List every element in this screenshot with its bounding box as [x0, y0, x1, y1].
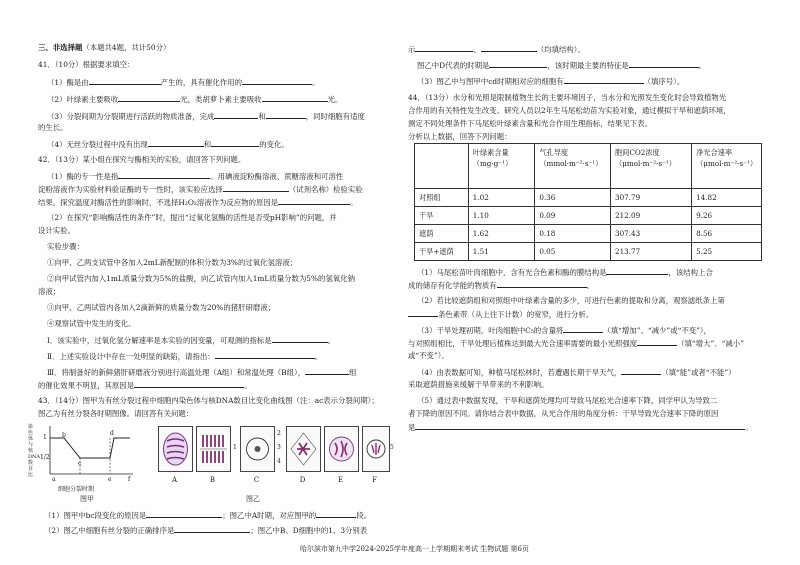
q42-line3: 结果。探究温度对酶活性的影响时，不选择H₂O₂溶液作为反应物的原因是 。: [38, 198, 358, 207]
answer-blank[interactable]: [223, 184, 289, 192]
table-cell: 1.62: [468, 225, 535, 243]
q42-item1: Ⅰ．该实验中，过氧化氢分解速率是本实验的因变量，可观测的指标是 。: [47, 336, 336, 345]
figure-yi-caption: 图乙: [246, 495, 260, 503]
cell-letter-d: D: [299, 476, 306, 484]
q42-line2: 淀粉溶液作为实验材料验证酶的专一性时，该实验应选择 （试剂名称）检验实验: [38, 185, 363, 194]
q44-a2b: 条色素带（从上往下计数）的宽窄，进行分析。: [408, 309, 593, 320]
cell-letter-f: F: [372, 476, 377, 484]
q42-step3: ③向甲、乙两试管内各加入2滴新鲜的质量分数为20%的猪肝研磨液；: [47, 303, 276, 312]
table-cell: 干旱: [415, 207, 469, 225]
q44-a5: （5）通过表中数据发现，干旱和遮荫处理均可导致马尾松光合速率下降，同学甲认为导致二: [417, 396, 718, 405]
table-cell: 0.36: [535, 189, 611, 207]
cell-e: [324, 426, 359, 472]
q44-a2: （2）若比较遮荫组和对照组中叶绿素含量的多少，可进行色素的提取和分离，观察滤纸条上第: [417, 296, 725, 305]
q42-item2: Ⅱ．上述实验设计中存在一处明显的缺陷，请指出： 。: [47, 352, 323, 361]
table-cell: 0.05: [535, 243, 611, 261]
q44-a5c: 是 。: [408, 423, 753, 432]
figure-jia-caption: 图甲: [80, 495, 94, 503]
table-row: [415, 243, 762, 261]
figure-yi: [158, 426, 394, 488]
right-column: [408, 0, 770, 565]
cell-number-4: 4: [277, 458, 281, 465]
cell-number-2: 2: [277, 430, 281, 437]
cell-letter-e: E: [337, 476, 344, 484]
q42-step2: ②向甲试管内加入1mL质量分数为5%的盐酸，向乙试管内加入1mL质量分数为5%的氢氧化钠: [47, 274, 355, 283]
table-cell: 212.09: [611, 207, 692, 225]
q42-steps-title: 实验步骤：: [47, 242, 84, 251]
table-cell: 对照组: [415, 189, 469, 207]
table-cell: 307.43: [611, 225, 692, 243]
q41-line3b: 的生长。: [38, 123, 68, 132]
graph-x-label: 细胞分裂时期: [58, 486, 95, 493]
table-row: [415, 207, 762, 225]
cell-b: [196, 426, 231, 472]
answer-blank[interactable]: [118, 94, 180, 102]
cell-f: [362, 426, 390, 472]
table-cell: 1.10: [468, 207, 535, 225]
graph-point-f: f: [128, 476, 131, 483]
answer-blank[interactable]: [621, 367, 661, 375]
answer-blank[interactable]: [89, 77, 161, 85]
section-note: （本题共4题，共计50分）: [82, 43, 171, 52]
q44-a1b: 成的储存有化学能的物质有 。: [408, 281, 595, 290]
q44-a1: （1）马尾松苗叶肉细胞中，含有光合色素和酶的膜结构是 ，该结构上合: [417, 268, 713, 277]
cell-letter-c: C: [253, 476, 260, 484]
section-heading: [38, 43, 170, 53]
table-cell: 5.25: [692, 243, 762, 261]
answer-blank[interactable]: [606, 267, 668, 275]
q44-a3: （3）干旱处理初期，叶肉细胞中C₅的含量将 （填“增加”、“减少”或“不变”），: [417, 326, 712, 335]
answer-blank[interactable]: [316, 510, 356, 518]
table-row: [415, 225, 762, 243]
q41-line4: （4）无丝分裂过程中没有出现 和 的变化。: [47, 140, 289, 149]
q43-cont2: 图乙中D代表的时期是 ，该时期最主要的特征是 。: [417, 61, 707, 70]
table-cell: 9.26: [692, 207, 762, 225]
q41-head: 41．（10分）根据要求填空：: [38, 60, 135, 69]
table-header-cell: 胞间CO2浓度（μmol·m⁻²·s⁻¹）: [611, 144, 692, 189]
graph-point-c: c: [78, 460, 82, 467]
q44-head2: 合作用的有关特性发生改变。研究人员以2年生马尾松幼苗为实验对象，通过模拟干旱和遮荫环境，: [408, 106, 731, 115]
q41-line1: （1）酶是由 产生的，具有催化作用的 。: [47, 78, 320, 87]
graph-curve: [50, 438, 130, 458]
table-header-cell: 净光合速率（μmol·m⁻²·s⁻¹）: [692, 144, 762, 189]
cell-letter-b: B: [209, 476, 216, 484]
q42-line1: （1）酶的专一性是指 。用碘液淀粉酶溶液、蔗糖溶液和可溶性: [47, 172, 344, 181]
table-cell: 307.79: [611, 189, 692, 207]
left-column: [28, 0, 396, 565]
table-header-cell: 叶绿素含量（mg·g⁻¹）: [468, 144, 535, 189]
answer-blank[interactable]: [148, 139, 204, 147]
answer-blank[interactable]: [305, 367, 349, 375]
q43-head: 43．（14分）图甲为有丝分裂过程中细胞内染色体与核DNA数目比变化曲线图（注：ac表示分裂间期）；: [38, 396, 379, 405]
cell-d: [286, 426, 321, 472]
table-header-cell: [415, 144, 469, 189]
table-cell: 1.02: [468, 189, 535, 207]
table-cell: 0.18: [535, 225, 611, 243]
q44-head: 44．（13分）水分和光照是限制植物生长的主要环境因子，当水分和光照发生变化时会导致植物光: [408, 93, 727, 102]
answer-blank[interactable]: [637, 338, 677, 346]
table-cell: 14.82: [692, 189, 762, 207]
q44-data-table: [414, 143, 762, 261]
answer-blank[interactable]: [118, 171, 210, 179]
answer-blank[interactable]: [489, 60, 547, 68]
answer-blank[interactable]: [278, 197, 350, 205]
answer-blank[interactable]: [497, 280, 587, 288]
table-cell: 8.56: [692, 225, 762, 243]
q43-line2: （2）图乙中细胞有丝分裂的正确排序是 ；图乙中B、D细胞中的1、3分别表: [44, 526, 368, 535]
answer-blank[interactable]: [415, 422, 745, 430]
q43-line1: （1）图甲中bc段变化的原因是 ；图乙中A时期，对应图甲的 段。: [44, 511, 372, 520]
cell-c: [240, 426, 275, 472]
q42-step1: ①向甲、乙两支试管中各加入2mL新配制的体积分数为3%的过氧化氢溶液；: [47, 258, 298, 267]
graph-point-a: a: [52, 476, 56, 483]
cell-number-3: 3: [277, 444, 281, 451]
answer-blank[interactable]: [272, 335, 328, 343]
answer-blank[interactable]: [415, 44, 473, 52]
graph-point-e: e: [108, 476, 112, 483]
q44-a5b: 者下降的原因不同。请你结合表中数据，从光合作用的角度分析：干旱导致光合速率下降的原因: [408, 409, 719, 418]
answer-blank[interactable]: [214, 111, 258, 119]
q42-line4: （2）在探究“影响酶活性的条件”时，提出“过氧化氢酶的活性是否受pH影响”的问题，并: [47, 213, 337, 222]
q44-a3c: 或“不变”）。: [408, 351, 449, 360]
answer-blank[interactable]: [174, 525, 250, 533]
answer-blank[interactable]: [215, 351, 315, 359]
table-cell: 0.09: [535, 207, 611, 225]
q42-step2b: 溶液；: [38, 287, 61, 296]
q44-head3: 测定不同处理条件下马尾松叶绿素含量和光合作用生理指标，结果见下表。: [408, 119, 652, 128]
q44-a3b: 与对照组相比，干旱处理后植株达到最大光合速率需要的最小光照强度 （填“增大”、“减小”: [408, 339, 744, 348]
q43-cont3: （3）图乙中与图甲中cd时期相对应的细胞有 （填序号）。: [417, 77, 685, 86]
q42-step4: ④观察试管中发生的变化。: [47, 319, 136, 328]
q42-item3b: 的催化效果不明显，其原因是 。: [38, 381, 252, 390]
answer-blank[interactable]: [211, 139, 259, 147]
q44-a4b: 采取遮荫措施来缓解干旱带来的不利影响。: [408, 380, 549, 389]
graph-y-label: 染色体与核DNA数目比: [28, 424, 40, 478]
table-cell: 213.77: [611, 243, 692, 261]
answer-blank[interactable]: [481, 44, 537, 52]
q42-head: 42．（13分）某小组在探究与酶相关的实验，请回答下列问题。: [38, 155, 246, 164]
figure-jia-graph: [38, 422, 138, 482]
answer-blank[interactable]: [262, 94, 328, 102]
table-header-cell: 气孔导度（mmol·m⁻²·s⁻¹）: [535, 144, 611, 189]
q42-item3: Ⅲ．将制备好的新鲜猪肝研磨液分别进行高温处理（A组）和常温处理（B组）， 组: [47, 368, 357, 377]
answer-blank[interactable]: [408, 309, 438, 317]
table-cell: 干旱+遮荫: [415, 243, 469, 261]
graph-tick-half: 1/2: [40, 454, 50, 461]
cell-number-1: 1: [233, 444, 237, 451]
q43-cont1: 示 、 （均填结构）。: [408, 45, 585, 54]
graph-point-b: b: [62, 432, 66, 439]
q41-line2: （2）叶绿素主要吸收 光，类胡萝卜素主要吸收 光。: [47, 95, 343, 104]
table-header-row: [415, 144, 762, 189]
q44-head4: 分析以上数据，回答下列问题：: [408, 132, 512, 141]
answer-blank[interactable]: [134, 380, 244, 388]
graph-tick-1: 1: [43, 434, 47, 441]
table-cell: 1.51: [468, 243, 535, 261]
q43-head2: 图乙为有丝分裂各时期图像。请回答有关问题：: [38, 409, 194, 418]
q42-line5: 设计实验。: [38, 226, 75, 235]
answer-blank[interactable]: [629, 60, 699, 68]
cell-a: [158, 426, 193, 472]
answer-blank[interactable]: [563, 325, 603, 333]
graph-point-d: d: [110, 430, 114, 437]
q41-line3: （3）分裂间期为分裂期进行活跃的物质准备，完成 和 ，同时细胞有适度: [47, 112, 365, 121]
section-title: 三、非选择题: [38, 43, 83, 52]
answer-blank[interactable]: [242, 77, 312, 85]
q44-a4: （4）由表数据可知，种植马尾松林时，若遭遇长期干旱天气， （填“能”或者“不能”）: [417, 368, 736, 377]
answer-blank[interactable]: [146, 510, 222, 518]
table-row: [415, 189, 762, 207]
cell-letter-a: A: [171, 476, 178, 484]
page-footer: 哈尔滨市第九中学2024-2025学年度高一上学期期末考试 生物试题 第6页: [300, 545, 529, 553]
answer-blank[interactable]: [564, 76, 644, 84]
figure-jia: [28, 422, 138, 483]
cell-number-5: 5: [390, 444, 394, 451]
table-cell: 遮荫: [415, 225, 469, 243]
answer-blank[interactable]: [266, 111, 306, 119]
